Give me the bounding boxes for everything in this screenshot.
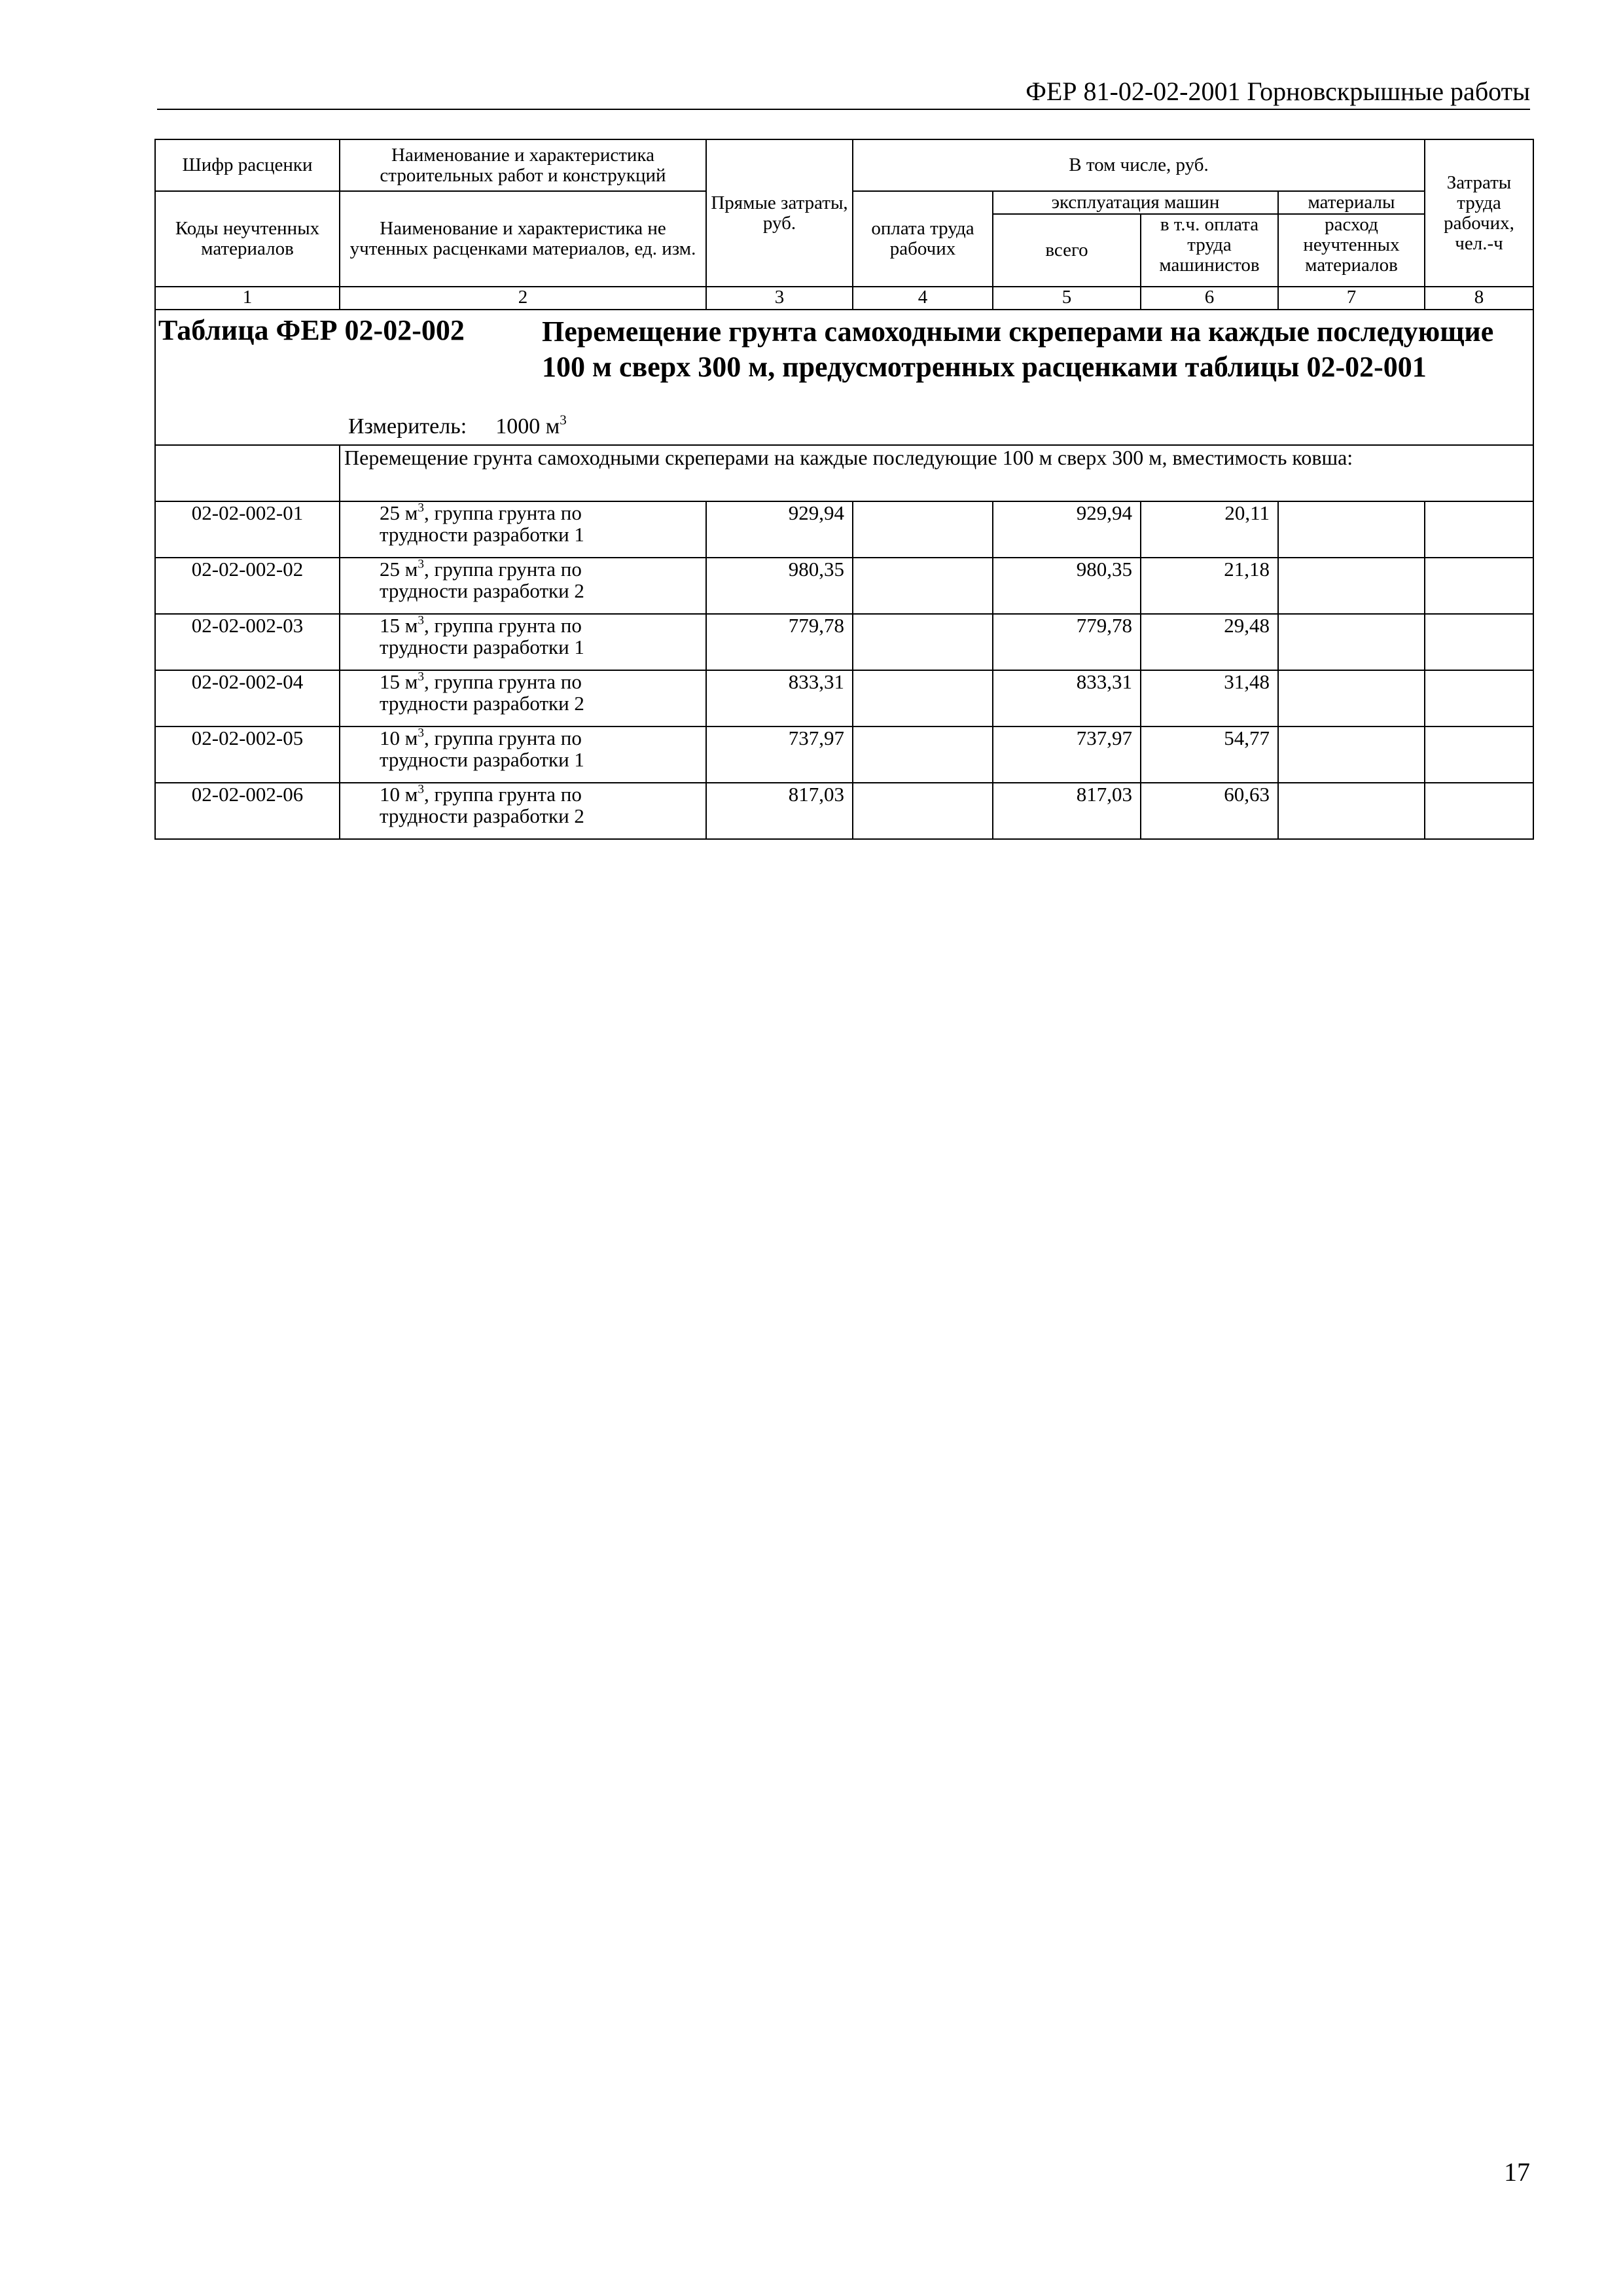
description-line2: трудности разработки 1	[380, 748, 584, 771]
machinists-pay: 29,48	[1141, 614, 1278, 670]
column-number: 6	[1141, 287, 1278, 310]
labor-hours	[1425, 670, 1533, 726]
direct-costs: 817,03	[706, 783, 853, 839]
description-rest: , группа грунта по	[423, 558, 582, 581]
rate-code: 02-02-002-04	[155, 670, 340, 726]
section-heading	[155, 310, 1533, 445]
machinists-pay: 54,77	[1141, 726, 1278, 783]
column-number: 1	[155, 287, 340, 310]
labor-pay	[853, 726, 993, 783]
rate-code: 02-02-002-01	[155, 501, 340, 558]
machinists-pay: 31,48	[1141, 670, 1278, 726]
data-rows	[155, 501, 1533, 839]
machinists-pay: 20,11	[1141, 501, 1278, 558]
volume-superscript: 3	[418, 782, 424, 797]
header-material-names: Наименование и характеристика не учтенных расценками материалов, ед. изм.	[340, 191, 706, 287]
rate-code: 02-02-002-06	[155, 783, 340, 839]
labor-pay	[853, 501, 993, 558]
direct-costs: 929,94	[706, 501, 853, 558]
work-description	[340, 670, 706, 726]
volume: 15 м	[380, 670, 418, 693]
work-description	[340, 558, 706, 614]
column-numbers-row	[155, 287, 1533, 310]
materials	[1278, 558, 1425, 614]
page-number: 17	[1504, 2157, 1530, 2187]
machinists-pay: 21,18	[1141, 558, 1278, 614]
page-header-title: ФЕР 81-02-02-2001 Горновскрышные работы	[1026, 77, 1530, 106]
description-line2: трудности разработки 2	[380, 692, 584, 715]
description-line2: трудности разработки 1	[380, 523, 584, 546]
direct-costs: 737,97	[706, 726, 853, 783]
subheading: Перемещение грунта самоходными скреперами на каждые последующие 100 м сверх 300 м, вместимость ковша:	[340, 445, 1533, 501]
labor-pay	[853, 783, 993, 839]
header-including: В том числе, руб.	[853, 139, 1425, 191]
meter-superscript: 3	[560, 412, 567, 428]
machines-total: 737,97	[993, 726, 1141, 783]
work-description	[340, 614, 706, 670]
machines-total: 929,94	[993, 501, 1141, 558]
header-material-codes: Коды неучтенных материалов	[155, 191, 340, 287]
volume: 25 м	[380, 558, 418, 581]
machines-total: 779,78	[993, 614, 1141, 670]
column-number: 7	[1278, 287, 1425, 310]
rate-code: 02-02-002-03	[155, 614, 340, 670]
description-line2: трудности разработки 2	[380, 804, 584, 827]
rate-code: 02-02-002-02	[155, 558, 340, 614]
meter-label: Измеритель:	[348, 414, 467, 439]
header-machines: эксплуатация машин	[993, 191, 1278, 214]
table-row	[155, 783, 1533, 839]
rate-code: 02-02-002-05	[155, 726, 340, 783]
labor-hours	[1425, 558, 1533, 614]
section-title: Перемещение грунта самоходными скреперами на каждые последующие 100 м сверх 300 м, предусмотренных расценками таблицы 02-02-001	[542, 315, 1494, 383]
column-number: 3	[706, 287, 853, 310]
volume: 10 м	[380, 783, 418, 806]
description-line2: трудности разработки 1	[380, 636, 584, 658]
volume-superscript: 3	[418, 670, 424, 684]
labor-hours	[1425, 783, 1533, 839]
machines-total: 833,31	[993, 670, 1141, 726]
column-number: 2	[340, 287, 706, 310]
description-rest: , группа грунта по	[423, 614, 582, 637]
rates-table	[154, 139, 1534, 840]
work-description	[340, 501, 706, 558]
description-rest: , группа грунта по	[423, 726, 582, 749]
work-description	[340, 783, 706, 839]
table-row	[155, 501, 1533, 558]
materials	[1278, 783, 1425, 839]
materials	[1278, 726, 1425, 783]
machines-total: 980,35	[993, 558, 1141, 614]
description-rest: , группа грунта по	[423, 670, 582, 693]
volume: 15 м	[380, 614, 418, 637]
header-unaccounted-materials: расход неучтенных материалов	[1278, 214, 1425, 287]
column-number: 8	[1425, 287, 1533, 310]
volume-superscript: 3	[418, 557, 424, 571]
description-rest: , группа грунта по	[423, 501, 582, 524]
volume: 10 м	[380, 726, 418, 749]
labor-hours	[1425, 614, 1533, 670]
header-machines-total: всего	[993, 214, 1141, 287]
description-rest: , группа грунта по	[423, 783, 582, 806]
header-machinists-pay: в т.ч. оплата труда машинистов	[1141, 214, 1278, 287]
table-row	[155, 670, 1533, 726]
header-code: Шифр расценки	[155, 139, 340, 191]
labor-pay	[853, 558, 993, 614]
direct-costs: 980,35	[706, 558, 853, 614]
work-description	[340, 726, 706, 783]
direct-costs: 779,78	[706, 614, 853, 670]
header-materials: материалы	[1278, 191, 1425, 214]
labor-hours	[1425, 501, 1533, 558]
machines-total: 817,03	[993, 783, 1141, 839]
meter-value: 1000 м	[495, 414, 560, 439]
machinists-pay: 60,63	[1141, 783, 1278, 839]
volume-superscript: 3	[418, 726, 424, 740]
materials	[1278, 670, 1425, 726]
table-row	[155, 614, 1533, 670]
header-direct-costs: Прямые затраты, руб.	[706, 139, 853, 287]
column-number: 5	[993, 287, 1141, 310]
column-number: 4	[853, 287, 993, 310]
volume-superscript: 3	[418, 501, 424, 515]
header-labor-hours: Затраты труда рабочих, чел.-ч	[1425, 139, 1533, 287]
header-rule	[157, 109, 1530, 110]
table-row	[155, 558, 1533, 614]
header-work-name: Наименование и характеристика строительных работ и конструкций	[340, 139, 706, 191]
labor-pay	[853, 614, 993, 670]
direct-costs: 833,31	[706, 670, 853, 726]
section-label: Таблица ФЕР 02-02-002	[158, 314, 465, 346]
table-row	[155, 726, 1533, 783]
header-labor-pay: оплата труда рабочих	[853, 191, 993, 287]
section-meter	[348, 414, 567, 440]
materials	[1278, 501, 1425, 558]
materials	[1278, 614, 1425, 670]
labor-hours	[1425, 726, 1533, 783]
volume: 25 м	[380, 501, 418, 524]
volume-superscript: 3	[418, 613, 424, 628]
labor-pay	[853, 670, 993, 726]
description-line2: трудности разработки 2	[380, 579, 584, 602]
